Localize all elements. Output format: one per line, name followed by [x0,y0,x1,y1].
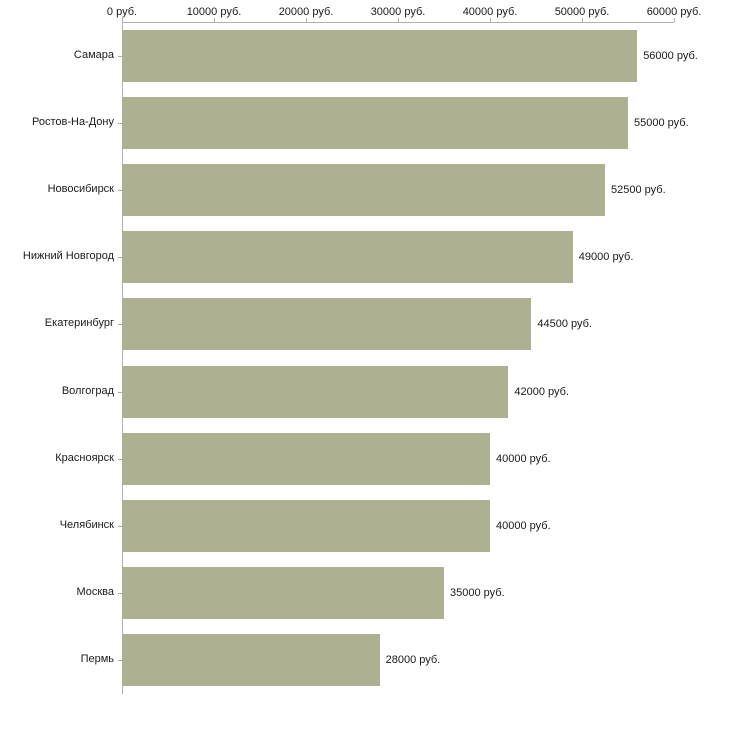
bar-row[interactable] [122,567,674,619]
bar-value-label: 35000 руб. [450,587,505,600]
bar-row[interactable] [122,164,674,216]
y-axis-category-label: Волгоград [61,384,114,397]
y-axis-category-label: Новосибирск [47,183,114,195]
bar-value-label: 55000 руб. [634,116,689,129]
bar[interactable] [122,298,531,350]
y-axis-category-label: Ростов-На-Дону [31,115,114,128]
y-axis-category-label: Екатеринбург [44,317,114,330]
bar-row[interactable] [122,366,674,418]
bar-value-label: 28000 руб. [385,654,441,667]
bar[interactable] [122,231,573,283]
bar-row[interactable] [122,231,674,283]
x-axis-tick-label: 60000 руб. [646,6,702,18]
x-axis-tick-mark [674,18,675,22]
bar-value-label: 52500 руб. [611,184,666,196]
bar-value-label: 42000 руб. [514,385,570,398]
bar-value-label: 40000 руб. [496,520,551,532]
bar-value-label: 44500 руб. [537,318,593,331]
y-axis-category-label: Пермь [80,653,114,666]
bar-value-label: 56000 руб. [643,49,698,62]
bar-row[interactable] [122,500,674,552]
bar-row[interactable] [122,433,674,485]
bar[interactable] [122,634,380,686]
x-axis-tick-label: 20000 руб. [278,6,334,18]
bar[interactable] [122,567,444,619]
bar[interactable] [122,500,490,552]
x-axis-tick-label: 50000 руб. [554,6,610,18]
bar-row[interactable] [122,97,689,149]
x-axis-tick-label: 10000 руб. [186,6,242,18]
bar[interactable] [122,97,628,149]
y-axis-category-label: Нижний Новгород [22,250,114,263]
bar-value-label: 49000 руб. [578,251,634,264]
x-axis-tick-label: 30000 руб. [370,6,426,18]
bars-container [122,22,698,694]
bar[interactable] [122,164,605,216]
bar-value-label: 40000 руб. [496,452,551,465]
bar[interactable] [122,433,490,485]
x-axis-tick-label: 0 руб. [106,6,138,18]
bar-row[interactable] [122,30,698,82]
y-axis-category-label: Москва [76,586,114,599]
bar-row[interactable] [122,298,674,350]
y-axis-category-label: Челябинск [59,519,114,531]
x-axis-tick-label: 40000 руб. [462,6,518,18]
y-axis-category-label: Красноярск [55,451,114,464]
bar[interactable] [122,30,637,82]
y-axis-category-label: Самара [73,48,114,61]
bar-row[interactable] [122,634,674,686]
bar[interactable] [122,366,508,418]
